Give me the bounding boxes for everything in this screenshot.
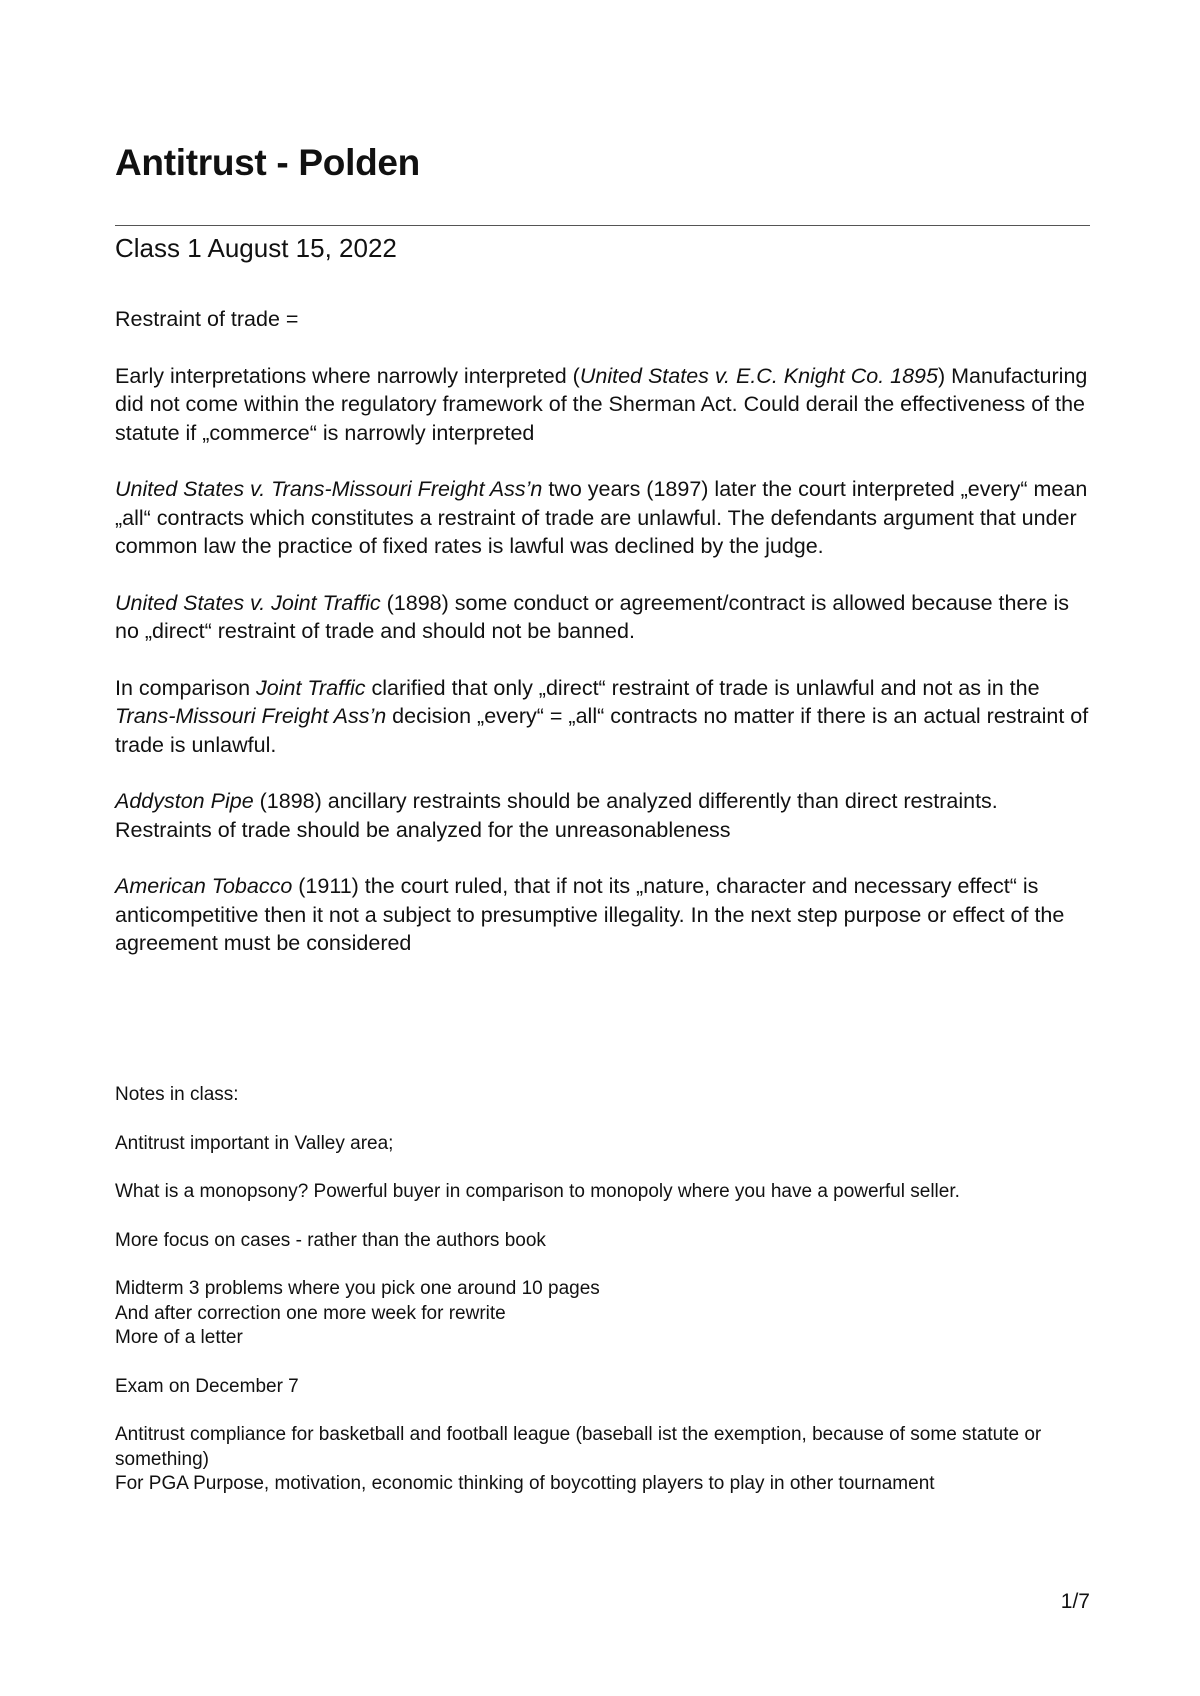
paragraph-comparison: In comparison Joint Traffic clarified that only „direct“ restraint of trade is unlawful and not as in the Trans-Missouri Freight Ass’n decision „every“ = „all“ contracts no matter if there is an actual restraint of trade is unlawful. [115,675,1089,757]
note-midterm: Midterm 3 problems where you pick one around 10 pages And after correction one more week for rewrite More of a letter [115,1278,600,1348]
case-name: Addyston Pipe [115,789,254,813]
paragraph-addyston-pipe: Addyston Pipe (1898) ancillary restraints should be analyzed differently than direct restraints. Restraints of trade should be analyzed for the unreasonableness [115,789,998,842]
case-name: United States v. E.C. Knight Co. 1895 [579,363,938,388]
note-focus: More focus on cases - rather than the authors book [115,1229,546,1251]
note-monopsony: What is a monopsony? Powerful buyer in comparison to monopoly where you have a powerful seller. [115,1181,960,1202]
page-number: 1/7 [1060,1590,1090,1613]
paragraph-restraint-of-trade: Restraint of trade = [115,307,299,331]
class-notes-heading: Notes in class: [115,1084,239,1105]
note-valley: Antitrust important in Valley area; [115,1132,394,1154]
title-divider [115,225,1090,226]
case-name: United States v. Trans-Missouri Freight Ass’n [115,477,543,501]
class-notes [115,1083,1090,1521]
document-page [115,0,1090,1696]
case-notes [115,305,1090,986]
class-heading: Class 1 August 15, 2022 [115,233,397,263]
paragraph-joint-traffic: United States v. Joint Traffic (1898) some conduct or agreement/contract is allowed because there is no „direct“ restraint of trade and should not be banned. [115,590,1070,643]
paragraph-trans-missouri: United States v. Trans-Missouri Freight Ass’n two years (1897) later the court interpreted „every“ mean „all“ contracts which constitutes a restraint of trade are unlawful. The defendants argument that under common law the practice of fixed rates is lawful was declined by the judge. [115,477,1088,558]
case-name: Trans-Missouri Freight Ass’n [115,704,387,728]
case-name: United States v. Joint Traffic [115,590,381,615]
note-compliance: Antitrust compliance for basketball and football league (baseball ist the exemption, because of some statute or something) For PGA Purpose, motivation, economic thinking of boycotting players to play in other tournament [115,1424,1042,1494]
paragraph-ec-knight: Early interpretations where narrowly interpreted (United States v. E.C. Knight Co. 1895) Manufacturing did not come within the regulatory framework of the Sherman Act. Could derail the effectiveness of the statute if „commerce“ is narrowly interpreted [115,363,1088,445]
document-title: Antitrust - Polden [115,142,420,183]
case-name: Joint Traffic [256,675,366,700]
case-name: American Tobacco [115,874,293,898]
paragraph-american-tobacco: American Tobacco (1911) the court ruled, that if not its „nature, character and necessary effect“ is anticompetitive then it not a subject to presumptive illegality. In the next step purpose or effect of the agreement must be considered [115,874,1065,955]
note-exam: Exam on December 7 [115,1375,299,1397]
